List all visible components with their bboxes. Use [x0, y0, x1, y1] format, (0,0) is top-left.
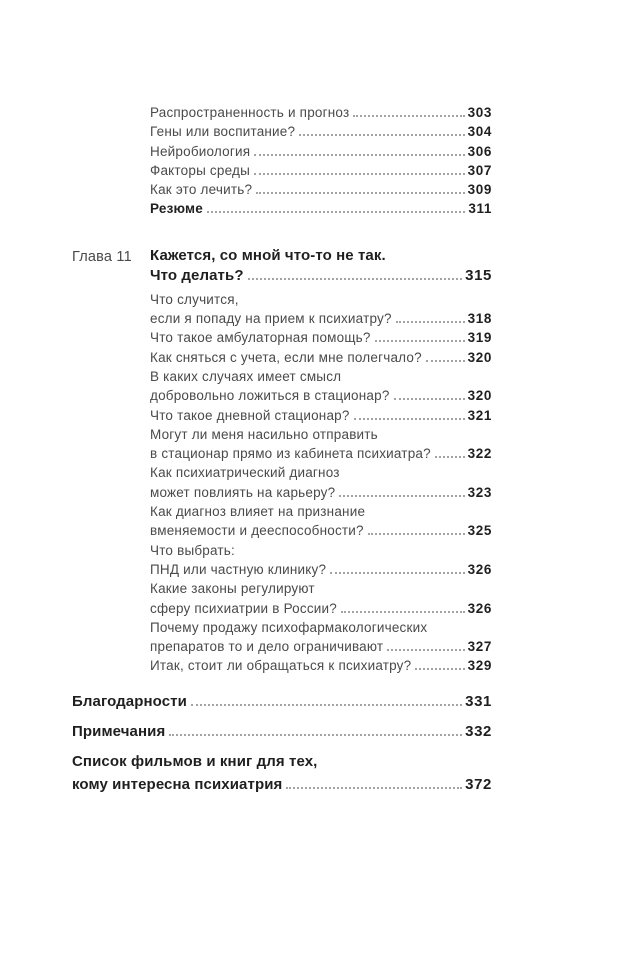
dot-leader — [396, 321, 465, 323]
toc-entry-label: препаратов то и дело ограничивают — [150, 639, 384, 655]
toc-entry — [150, 161, 492, 180]
dot-leader — [299, 134, 464, 136]
toc-entry-label: Что такое дневной стационар? — [150, 407, 350, 423]
toc-entry-line-with-page — [150, 309, 492, 328]
page-number: 321 — [467, 407, 492, 423]
dot-leader — [191, 704, 462, 706]
toc-entry-line-with-page — [150, 560, 492, 579]
toc-entry-line-with-page — [72, 773, 492, 796]
toc-entry-line — [150, 502, 492, 521]
toc-entry — [150, 290, 492, 329]
dot-leader — [330, 572, 464, 574]
toc-entry — [150, 618, 492, 657]
toc-entry — [150, 502, 492, 541]
toc-entry-label: Почему продажу психофармакологических — [150, 619, 428, 635]
toc-entry-label: Гены или воспитание? — [150, 124, 296, 140]
toc-entry-line-with-page — [150, 406, 492, 425]
chapter-number-label: Глава 11 — [72, 248, 132, 265]
toc-entry — [150, 103, 492, 122]
page-number: 306 — [467, 143, 492, 159]
page-number: 311 — [468, 201, 492, 217]
toc-entry-label: ПНД или частную клинику? — [150, 561, 327, 577]
page-number: 320 — [467, 388, 492, 404]
toc-entry-label: кому интересна психиатрия — [72, 775, 283, 793]
toc-entry — [150, 367, 492, 406]
toc-entry — [150, 579, 492, 618]
toc-entry-line-with-page — [150, 444, 492, 463]
toc-entry-label: Распространенность и прогноз — [150, 105, 350, 120]
dot-leader — [426, 360, 465, 362]
toc-entry-label: Как это лечить? — [150, 182, 253, 198]
page-number: 303 — [467, 105, 492, 120]
toc-entry-line — [72, 750, 492, 773]
toc-entry-line-with-page — [150, 637, 492, 656]
toc-entry-line — [150, 425, 492, 444]
toc-section-previous-chapter-subentries — [150, 103, 492, 219]
toc-entry-label: Примечания — [72, 722, 166, 740]
toc-entry-line — [150, 579, 492, 598]
toc-entry-line-with-page — [72, 690, 492, 713]
page-number: 320 — [467, 349, 492, 365]
dot-leader — [256, 192, 465, 194]
toc-entry-label: Что делать? — [150, 267, 244, 285]
dot-leader — [169, 734, 462, 736]
dot-leader — [415, 668, 464, 670]
toc-entry-label: Итак, стоит ли обращаться к психиатру? — [150, 658, 412, 674]
toc-entry-label: Как сняться с учета, если мне полегчало? — [150, 349, 422, 365]
page-number: 304 — [467, 124, 492, 140]
toc-entry-label: в стационар прямо из кабинета психиатра? — [150, 446, 431, 462]
toc-entry-label: если я попаду на прием к психиатру? — [150, 311, 392, 327]
toc-entry-line-with-page — [150, 103, 492, 122]
page-number: 326 — [467, 561, 492, 577]
toc-entry-line-with-page — [150, 199, 492, 218]
toc-entry — [150, 406, 492, 425]
toc-entry — [72, 720, 492, 743]
toc-entry — [150, 348, 492, 367]
toc-entry-label: Кажется, со мной что-то не так. — [150, 246, 386, 264]
toc-entry-line-with-page — [150, 122, 492, 141]
toc-entry — [150, 142, 492, 161]
toc-entry — [150, 180, 492, 199]
chapter-body — [150, 246, 492, 676]
page-number: 329 — [467, 658, 492, 674]
page-number: 315 — [465, 267, 492, 285]
toc-entry-label: Как психиатрический диагноз — [150, 465, 340, 481]
toc-entry-line-with-page — [72, 720, 492, 743]
toc-entry-label: вменяемости и дееспособности? — [150, 523, 364, 539]
page-number: 309 — [467, 182, 492, 198]
toc-entry-label: Какие законы регулируют — [150, 581, 315, 597]
toc-entry-label: Факторы среды — [150, 162, 250, 178]
page-number: 322 — [467, 446, 492, 462]
toc-entry-label: Нейробиология — [150, 143, 251, 159]
toc-entry-label: может повлиять на карьеру? — [150, 484, 336, 500]
page-number: 319 — [467, 330, 492, 346]
dot-leader — [368, 533, 465, 535]
page-number: 323 — [467, 484, 492, 500]
toc-entry — [72, 750, 492, 796]
toc-section-chapter-11 — [72, 246, 492, 676]
toc-entry-line-with-page — [150, 521, 492, 540]
toc-entry — [150, 328, 492, 347]
page-number: 326 — [467, 600, 492, 616]
dot-leader — [394, 398, 465, 400]
toc-entry-line-with-page — [150, 348, 492, 367]
toc-entry-line-with-page — [150, 386, 492, 405]
dot-leader — [248, 278, 463, 280]
page-number: 325 — [467, 523, 492, 539]
toc-entry-label: Что выбрать: — [150, 542, 235, 558]
toc-entry-line-with-page — [150, 599, 492, 618]
toc-content — [72, 103, 492, 796]
toc-entry-label: добровольно ложиться в стационар? — [150, 388, 390, 404]
dot-leader — [387, 649, 464, 651]
toc-entry — [72, 690, 492, 713]
toc-entry — [150, 199, 492, 218]
toc-section-backmatter — [72, 690, 492, 796]
dot-leader — [435, 456, 465, 458]
toc-entry-label: В каких случаях имеет смысл — [150, 368, 342, 384]
toc-entry-line — [150, 618, 492, 637]
page-number: 318 — [467, 311, 492, 327]
dot-leader — [354, 418, 465, 420]
toc-entry-line-with-page — [150, 328, 492, 347]
toc-entry-line-with-page — [150, 180, 492, 199]
toc-entry-label: Как диагноз влияет на признание — [150, 504, 366, 520]
toc-entry-line — [150, 290, 492, 309]
dot-leader — [286, 787, 462, 789]
toc-entry-line-with-page — [150, 483, 492, 502]
chapter-entries — [150, 290, 492, 676]
toc-entry-line-with-page — [150, 656, 492, 675]
page-number: 332 — [465, 722, 492, 740]
toc-entry — [150, 463, 492, 502]
dot-leader — [254, 154, 464, 156]
page-number: 372 — [465, 775, 492, 793]
chapter-title — [150, 246, 492, 287]
toc-entry-label: сферу психиатрии в России? — [150, 600, 337, 616]
toc-entry-line-with-page — [150, 161, 492, 180]
toc-entry-line-with-page — [150, 142, 492, 161]
toc-entry-label: Могут ли меня насильно отправить — [150, 426, 378, 442]
toc-entry-label: Что случится, — [150, 291, 239, 307]
toc-entry-line — [150, 541, 492, 560]
dot-leader — [353, 115, 464, 117]
toc-entry-line-with-page — [150, 266, 492, 287]
page-number: 307 — [467, 162, 492, 178]
dot-leader — [375, 340, 465, 342]
dot-leader — [254, 173, 465, 175]
toc-entry — [150, 541, 492, 580]
toc-entry-label: Что такое амбулаторная помощь? — [150, 330, 371, 346]
toc-entry-label: Резюме — [150, 201, 203, 217]
dot-leader — [339, 495, 464, 497]
toc-entry — [150, 122, 492, 141]
toc-entry — [150, 656, 492, 675]
toc-entry-label: Список фильмов и книг для тех, — [72, 752, 318, 770]
toc-entry — [150, 425, 492, 464]
toc-entry-line — [150, 463, 492, 482]
dot-leader — [341, 611, 465, 613]
dot-leader — [207, 211, 465, 213]
page-number: 331 — [465, 692, 492, 710]
page-number: 327 — [467, 639, 492, 655]
toc-entry-line — [150, 367, 492, 386]
toc-entry-label: Благодарности — [72, 692, 187, 710]
toc-entry-line — [150, 246, 492, 267]
